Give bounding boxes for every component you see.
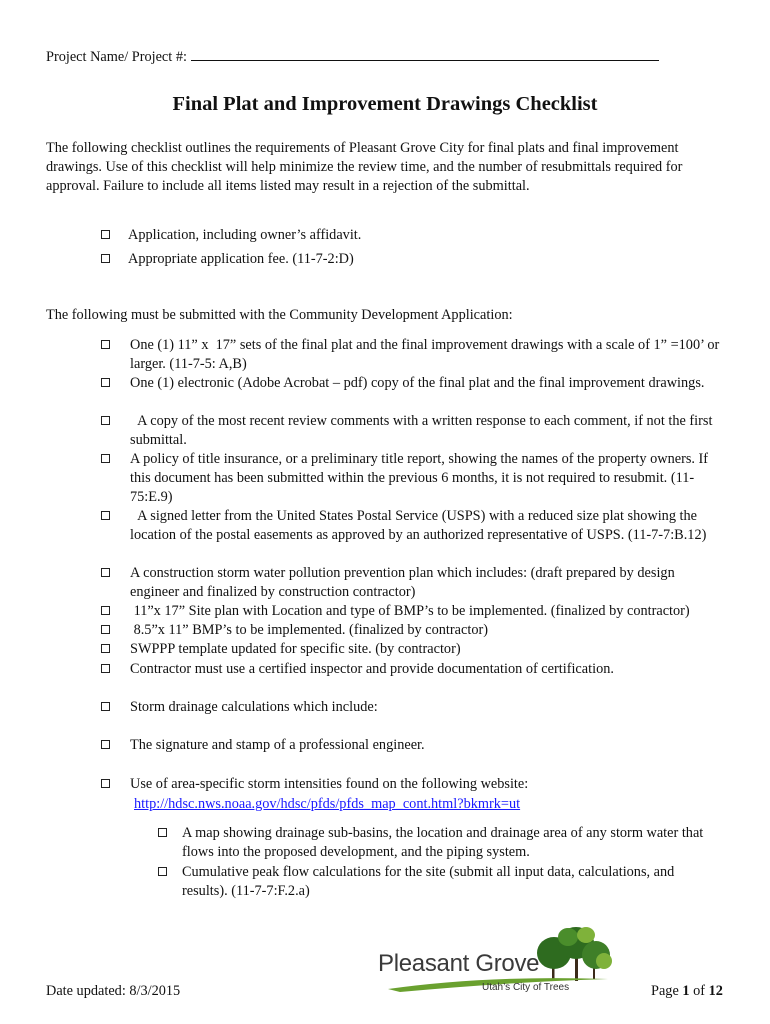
checklist-item-label: Contractor must use a certified inspector and provide documentation of certification. [130, 661, 614, 677]
project-name-line [46, 47, 659, 66]
checklist-sub-item [158, 863, 718, 901]
page-current: 1 [682, 983, 690, 999]
checklist-item [101, 640, 741, 659]
checklist-item-label: SWPPP template updated for specific site. (by contractor) [130, 641, 461, 657]
checkbox[interactable] [101, 644, 110, 653]
section-intro: The following must be submitted with the Community Development Application: [46, 307, 513, 323]
page-title: Final Plat and Improvement Drawings Checklist [172, 93, 598, 115]
checklist-item-label: Storm drainage calculations which include: [130, 699, 378, 715]
checkbox[interactable] [101, 702, 110, 711]
checkbox[interactable] [101, 625, 110, 634]
logo-name: Pleasant Grove [378, 950, 540, 977]
checklist-item [101, 226, 741, 245]
noaa-link[interactable] [134, 795, 520, 814]
checklist-item-label: Appropriate application fee. (11-7-2:D) [128, 251, 354, 267]
checklist-item [101, 507, 725, 545]
checklist-item [101, 412, 725, 450]
checkbox[interactable] [101, 254, 110, 263]
checklist-item-label: A map showing drainage sub-basins, the location and drainage area of any storm water that flows into the proposed development, and the piping system. [182, 825, 704, 860]
checkbox[interactable] [101, 568, 110, 577]
checklist-sub-item [158, 824, 718, 862]
checklist-item [101, 250, 741, 269]
tree-icon [537, 927, 612, 981]
page-prefix: Page [651, 983, 683, 999]
checklist-item [101, 374, 725, 393]
page-number [651, 983, 723, 1000]
date-updated: Date updated: 8/3/2015 [46, 983, 181, 999]
intro-paragraph: The following checklist outlines the requirements of Pleasant Grove City for final plats and final improvement drawings. Use of this checklist will help minimize the review time, and the number of resubmittals required for approval. Failure to include all items listed may result in a rejection of the submittal. [46, 140, 683, 194]
checklist-item [101, 564, 725, 602]
checklist-item-label: One (1) electronic (Adobe Acrobat – pdf) copy of the final plat and the final improvement drawings. [130, 375, 705, 391]
checkbox[interactable] [101, 606, 110, 615]
checkbox[interactable] [101, 511, 110, 520]
checklist-item-label: A construction storm water pollution prevention plan which includes: (draft prepared by design engineer and finalized by construction contractor) [130, 565, 675, 600]
checklist-item-label: A policy of title insurance, or a preliminary title report, showing the names of the property owners. If this document has been submitted within the previous 6 months, it is not required to resubmit. (11-75:E.9) [130, 451, 709, 505]
checkbox[interactable] [101, 779, 110, 788]
checkbox[interactable] [101, 378, 110, 387]
checkbox[interactable] [101, 740, 110, 749]
checklist-item-label: 8.5”x 11” BMP’s to be implemented. (finalized by contractor) [130, 622, 488, 638]
checkbox[interactable] [101, 664, 110, 673]
checklist-item [101, 775, 741, 794]
checkbox[interactable] [158, 828, 167, 837]
page-mid: of [689, 983, 709, 999]
checkbox[interactable] [101, 454, 110, 463]
project-name-blank[interactable] [191, 47, 659, 61]
checklist-item-label: Cumulative peak flow calculations for the site (submit all input data, calculations, and results). (11-7-7:F.2.a) [182, 864, 675, 899]
noaa-link-text[interactable]: http://hdsc.nws.noaa.gov/hdsc/pfds/pfds_map_cont.html?bkmrk=ut [134, 796, 521, 812]
checklist-item-label: One (1) 11” x 17” sets of the final plat and the final improvement drawings with a scale of 1” =100’ or larger. (11-7-5: A,B) [130, 337, 723, 372]
checkbox[interactable] [101, 416, 110, 425]
checklist-item [101, 602, 741, 621]
checklist-item [101, 336, 725, 374]
checklist-item [101, 450, 725, 507]
checklist-item [101, 736, 741, 755]
checkbox[interactable] [101, 340, 110, 349]
checklist-item-label: A signed letter from the United States Postal Service (USPS) with a reduced size plat showing the location of the postal easements as approved by an authorized representative of USPS. (11-7-7:B.12) [130, 508, 707, 543]
checklist-item [101, 698, 741, 717]
checklist-item-label: Application, including owner’s affidavit. [128, 227, 362, 243]
checkbox[interactable] [158, 867, 167, 876]
page-total: 12 [708, 983, 723, 999]
checklist-item-label: A copy of the most recent review comments with a written response to each comment, if not the first submittal. [130, 413, 717, 448]
checkbox[interactable] [101, 230, 110, 239]
checklist-item [101, 621, 741, 640]
checklist-item [101, 660, 741, 679]
checklist-item-label: The signature and stamp of a professional engineer. [130, 737, 425, 753]
logo-tagline: Utah’s City of Trees [482, 982, 570, 993]
checklist-item-label: 11”x 17” Site plan with Location and type of BMP’s to be implemented. (finalized by contractor) [130, 603, 690, 619]
checklist-item-label: Use of area-specific storm intensities found on the following website: [130, 776, 529, 792]
project-label: Project Name/ Project #: [46, 49, 187, 65]
